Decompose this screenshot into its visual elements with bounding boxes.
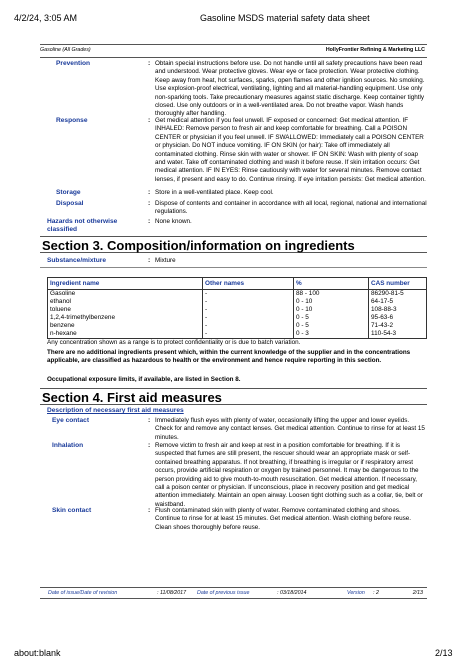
skin-contact-label: Skin contact	[52, 507, 92, 514]
print-url: about:blank	[14, 648, 61, 658]
ingredient-name: n-hexane	[48, 330, 203, 339]
other-names: -	[203, 314, 294, 322]
concentration-note: Any concentration shown as a range is to protect confidentiality or is due to batch variation.	[47, 339, 301, 346]
additional-ingredients-note: There are no additional ingredients present which, within the current knowledge of the supplier and in the concentrations applicable, are classified as hazardous to health or the environment and hence require reporting in this section.	[47, 349, 411, 365]
colon: :	[148, 200, 151, 207]
table-row	[48, 306, 427, 314]
document-footer	[40, 587, 427, 599]
table-row	[48, 330, 427, 339]
ingredient-name: toluene	[48, 306, 203, 314]
ingredient-name: ethanol	[48, 298, 203, 306]
previous-issue-label: Date of previous issue	[197, 590, 250, 596]
ingredient-name: Gasoline	[48, 290, 203, 299]
other-names: -	[203, 290, 294, 299]
colon: :	[148, 189, 151, 196]
skin-contact-text: Flush contaminated skin with plenty of water. Remove contaminated clothing and shoes. Continue to rinse for at least 15 minutes. Get medical attention. Wash clothing before reuse. Clean shoes thoroughly before reuse.	[155, 507, 411, 531]
exposure-limits-note: Occupational exposure limits, if available, are listed in Section 8.	[47, 376, 241, 383]
eye-contact-label: Eye contact	[52, 417, 90, 424]
table-row	[48, 314, 427, 322]
other-names: -	[203, 306, 294, 314]
column-header: Ingredient name	[48, 278, 203, 290]
percent: 0 - 5	[294, 322, 369, 330]
other-names: -	[203, 298, 294, 306]
colon: :	[148, 60, 151, 67]
hazards-label: Hazards not otherwise classified	[47, 218, 118, 234]
prevention-label: Prevention	[56, 60, 91, 67]
storage-label: Storage	[56, 189, 81, 196]
column-header: Other names	[203, 278, 294, 290]
section-3-title: Section 3. Composition/information on ingredients	[40, 236, 427, 253]
issue-date-label: Date of issue/Date of revision	[48, 590, 118, 596]
cas-number: 71-43-2	[369, 322, 427, 330]
table-row	[48, 290, 427, 299]
version-value: : 2	[373, 590, 379, 596]
cas-number: 108-88-3	[369, 306, 427, 314]
colon: :	[148, 117, 151, 124]
issue-date-value: : 11/08/2017	[157, 590, 187, 596]
substance-label: Substance/mixture	[47, 257, 106, 264]
column-header: CAS number	[369, 278, 427, 290]
cas-number: 86290-81-5	[369, 290, 427, 299]
inhalation-text: Remove victim to fresh air and keep at rest in a position comfortable for breathing. If it is suspected that fumes are still present, the rescuer should wear an appropriate mask or self-contained breathing apparatus. If not breathing, if breathing is irregular or if respiratory arrest occurs, provide artificial respiration or oxygen by trained personnel. It may be dangerous to the person providing aid to give mouth-to-mouth resuscitation. Get medical attention. If necessary, call a poison center or physician. If unconscious, place in recovery position and get medical attention immediately. Maintain an open airway. Loosen tight clothing such as a collar, tie, belt or waistband.	[155, 442, 423, 508]
inhalation-label: Inhalation	[52, 442, 84, 449]
cas-number: 110-54-3	[369, 330, 427, 339]
colon: :	[148, 218, 151, 225]
colon: :	[148, 442, 151, 449]
first-aid-subheading: Description of necessary first aid measures	[47, 407, 184, 414]
version-label: Version	[347, 590, 365, 596]
print-datetime: 4/2/24, 3:05 AM	[14, 13, 78, 23]
table-header-row	[48, 278, 427, 290]
column-header: %	[294, 278, 369, 290]
disposal-label: Disposal	[56, 200, 84, 207]
previous-issue-value: : 03/18/2014	[277, 590, 307, 596]
colon: :	[148, 507, 151, 514]
document-page-number: 2/13	[412, 590, 423, 596]
hazards-text: None known.	[155, 218, 192, 225]
other-names: -	[203, 322, 294, 330]
colon: :	[148, 417, 151, 424]
percent: 0 - 10	[294, 306, 369, 314]
company-name: HollyFrontier Refining & Marketing LLC	[325, 47, 425, 53]
eye-contact-text: Immediately flush eyes with plenty of water, occasionally lifting the upper and lower eyelids. Check for and remove any contact lenses. Get medical attention. Continue to rinse for at least 15 minutes.	[155, 417, 425, 441]
cas-number: 64-17-5	[369, 298, 427, 306]
percent: 0 - 5	[294, 314, 369, 322]
ingredient-name: 1,2,4-trimethylbenzene	[48, 314, 203, 322]
composition-table	[47, 277, 427, 339]
print-doc-title: Gasoline MSDS material safety data sheet	[200, 13, 370, 23]
divider	[40, 267, 427, 268]
substance-value: Mixture	[155, 257, 176, 264]
prevention-text: Obtain special instructions before use. Do not handle until all safety precautions have been read and understood. Wear protective gloves. Wear eye or face protection. Wear protective clothing. Keep away from heat, hot surfaces, sparks, open flames and other ignition sources. No smoking. Use explosion-proof electrical, ventilating, lighting and all material-handling equipment. Use only non-sparking tools. Take precautionary measures against static discharge. Keep container tightly closed. Use only outdoors or in a well-ventilated area. Do not breathe vapor. Wash hands thoroughly after handling.	[155, 60, 425, 118]
table-row	[48, 322, 427, 330]
cas-number: 95-63-6	[369, 314, 427, 322]
ingredient-name: benzene	[48, 322, 203, 330]
other-names: -	[203, 330, 294, 339]
disposal-text: Dispose of contents and container in accordance with all local, regional, national and international regulations.	[155, 200, 427, 216]
colon: :	[148, 257, 151, 264]
print-page-number: 2/13	[435, 648, 453, 658]
section-4-title: Section 4. First aid measures	[40, 388, 427, 405]
percent: 88 - 100	[294, 290, 369, 299]
product-name: Gasoline (All Grades)	[40, 47, 91, 53]
document-header-bar	[40, 44, 427, 58]
response-label: Response	[56, 117, 88, 124]
percent: 0 - 10	[294, 298, 369, 306]
storage-text: Store in a well-ventilated place. Keep cool.	[155, 189, 274, 196]
table-row	[48, 298, 427, 306]
response-text: Get medical attention if you feel unwell. IF exposed or concerned: Get medical attention. IF INHALED: Remove person to fresh air and keep comfortable for breathing. Call a POISON CENTER or physician if you feel unwell. IF SWALLOWED: Immediately call a POISON CENTER or physician. Do NOT induce vomiting. IF ON SKIN (or hair): Take off immediately all contaminated clothing. Rinse skin with water or shower. IF ON SKIN: Wash with plenty of soap and water. Take off contaminated clothing and wash it before reuse. If skin irritation occurs: Get medical attention. IF IN EYES: Rinse cautiously with water for several minutes. Remove contact lenses, if present and easy to do. Continue rinsing. If eye irritation persists: Get medical attention.	[155, 117, 426, 183]
percent: 0 - 3	[294, 330, 369, 339]
